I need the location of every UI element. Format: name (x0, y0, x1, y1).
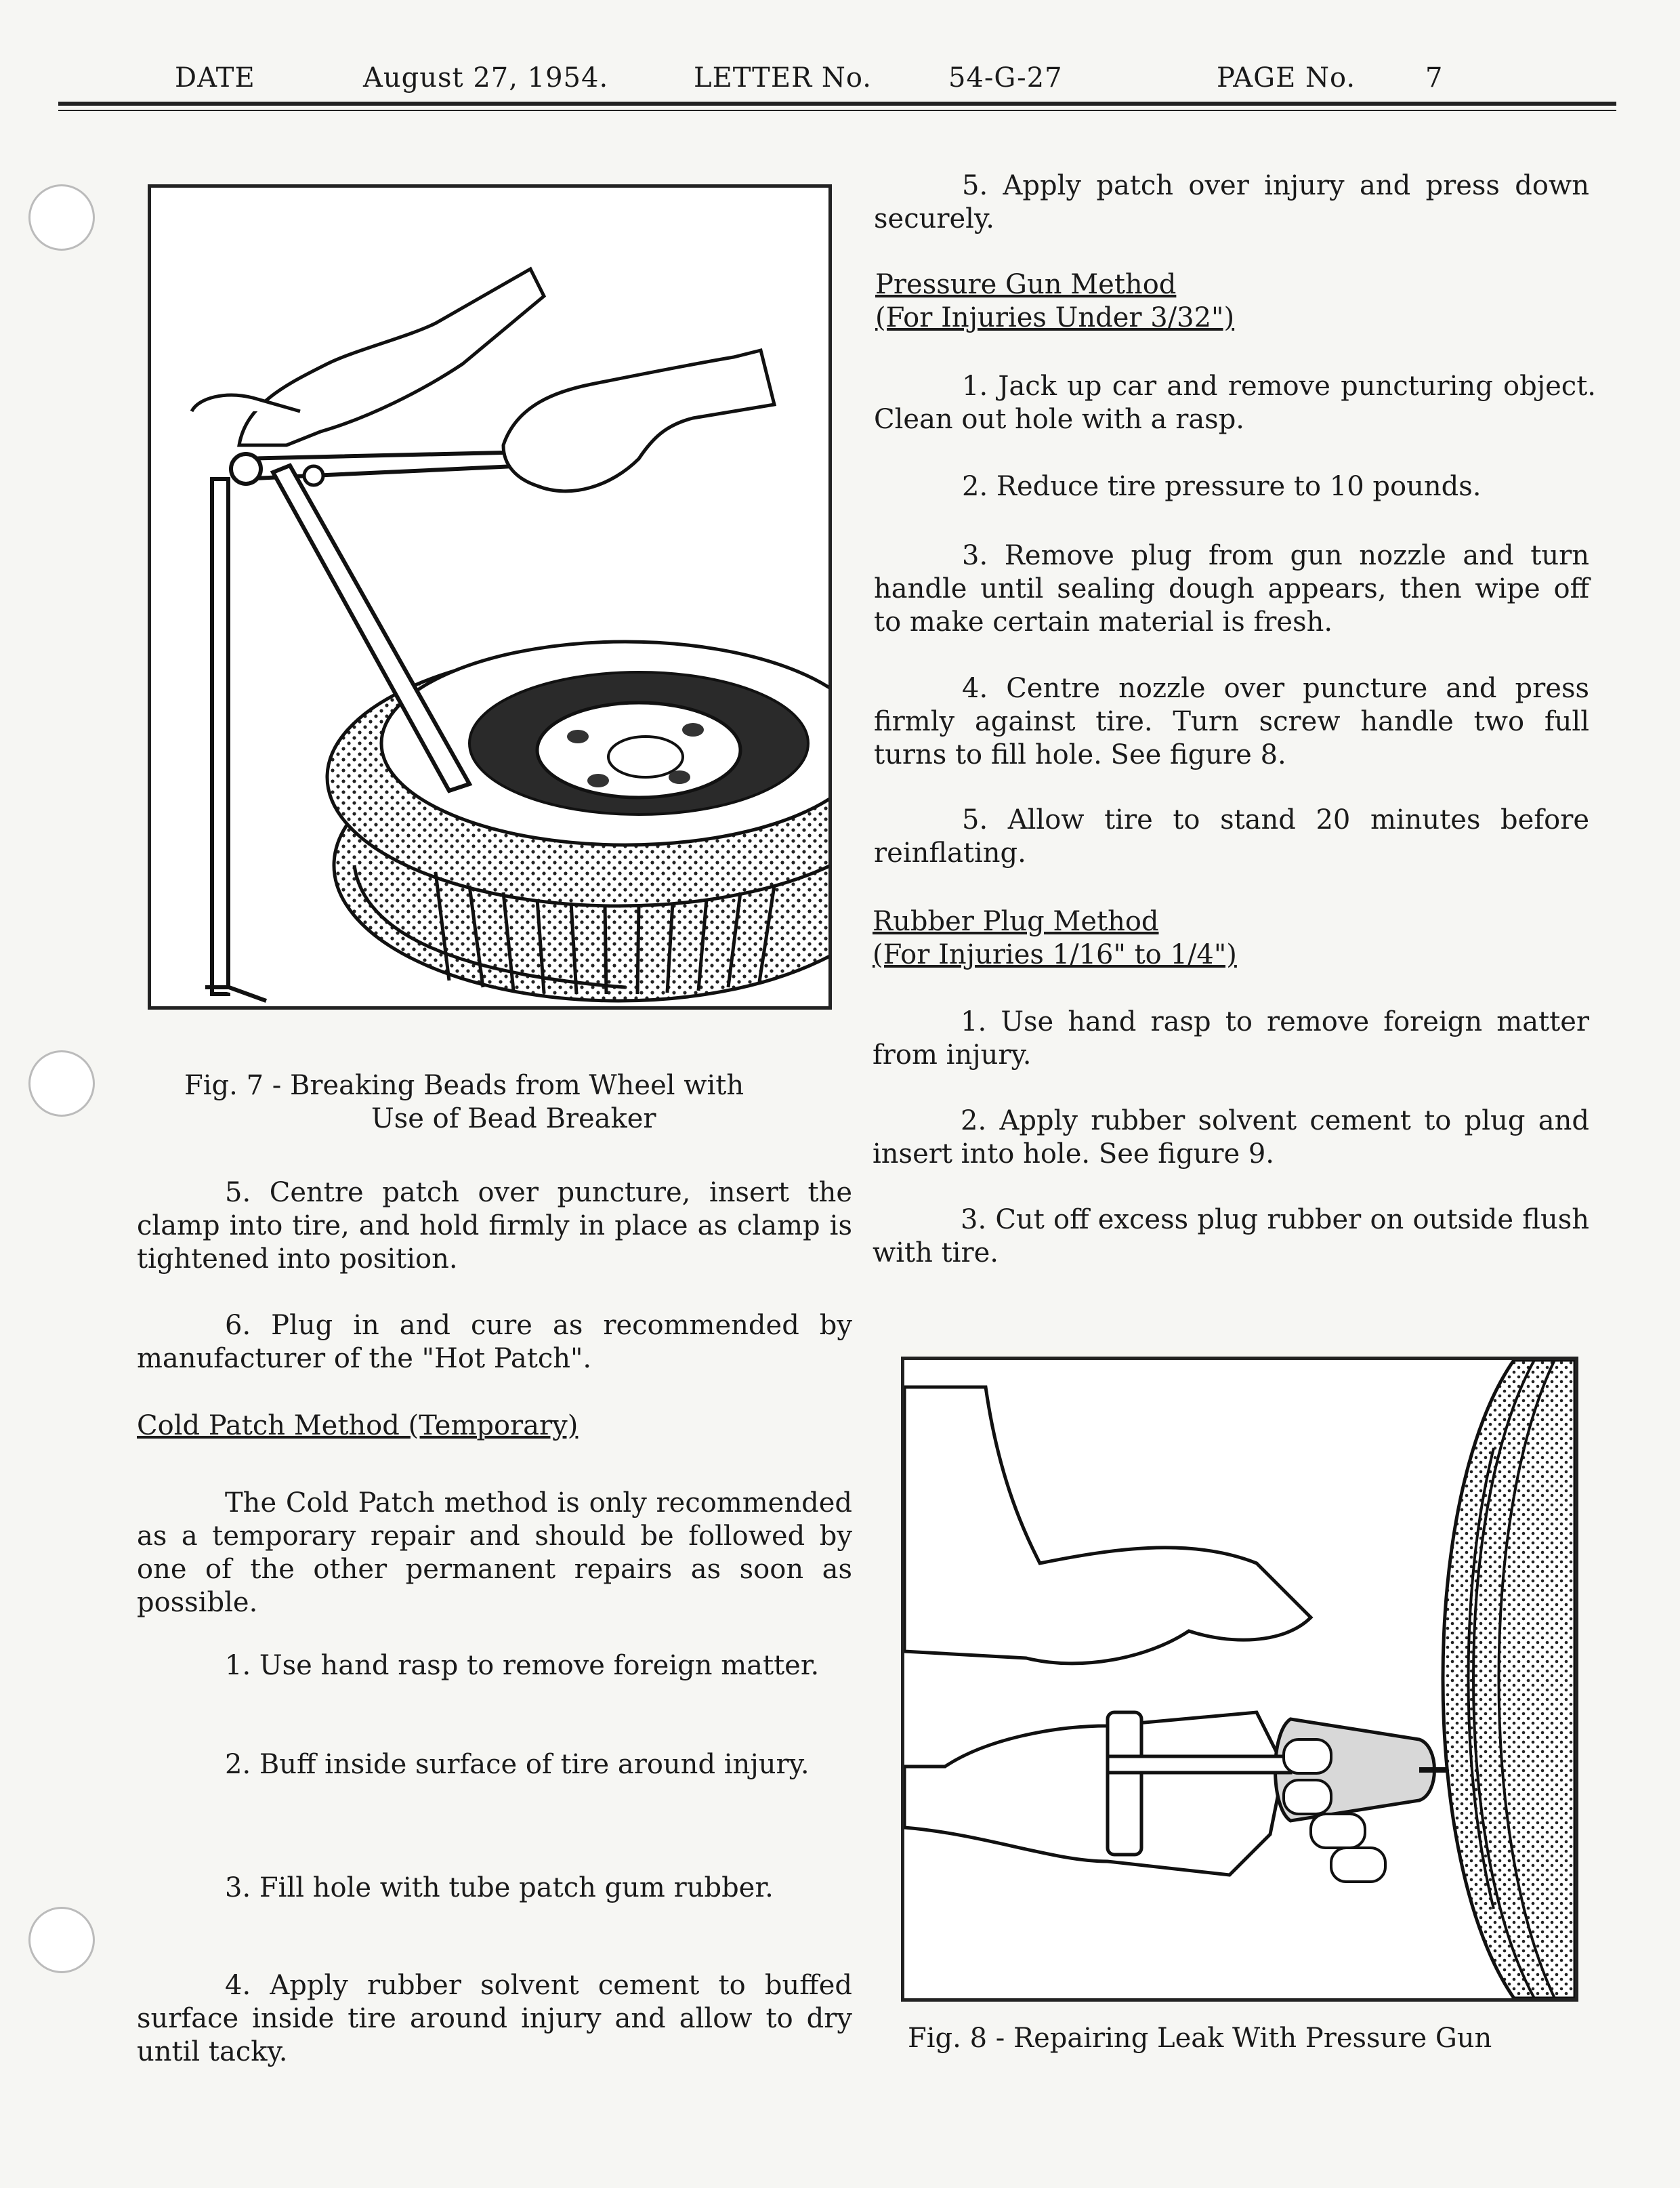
pressure-gun-heading-line1: Pressure Gun Method (875, 269, 1177, 300)
figure-7-bead-breaker (148, 184, 832, 1010)
figure-7-caption-line1: Fig. 7 - Breaking Beads from Wheel with (184, 1070, 744, 1101)
rubber-plug-step-3: 3. Cut off excess plug rubber on outside flush with tire. (873, 1204, 1589, 1268)
pressure-gun-heading-line2: (For Injuries Under 3/32") (875, 302, 1235, 333)
cold-patch-heading: Cold Patch Method (Temporary) (137, 1410, 579, 1441)
cold-patch-step-5: 5. Apply patch over injury and press down securely. (874, 170, 1589, 234)
pressure-gun-illustration (904, 1360, 1575, 1998)
cold-patch-step-1: 1. Use hand rasp to remove foreign matter. (225, 1650, 820, 1681)
punch-hole-top (28, 184, 95, 251)
hot-patch-step-6: 6. Plug in and cure as recommended by manufacturer of the "Hot Patch". (137, 1310, 852, 1374)
punch-hole-middle (28, 1050, 95, 1117)
figure-8-caption: Fig. 8 - Repairing Leak With Pressure Gun (908, 2023, 1492, 2054)
cold-patch-step-2: 2. Buff inside surface of tire around injury. (225, 1749, 810, 1780)
rubber-plug-heading-line2: (For Injuries 1/16" to 1/4") (873, 939, 1237, 970)
figure-8-pressure-gun (901, 1357, 1578, 2002)
bead-breaker-illustration (151, 188, 828, 1006)
cold-patch-step-4: 4. Apply rubber solvent cement to buffed surface inside tire around injury and allow to dry until tacky. (137, 1970, 852, 2067)
cold-patch-step-3: 3. Fill hole with tube patch gum rubber. (225, 1872, 774, 1903)
cold-patch-intro: The Cold Patch method is only recommended as a temporary repair and should be followed by one of the other permanent repairs as soon as possible. (137, 1487, 852, 1618)
header-page-label: PAGE No. (1217, 62, 1356, 94)
header-rule-thick (58, 102, 1616, 106)
header-date: August 27, 1954. (363, 62, 609, 94)
figure-7-caption-line2: Use of Bead Breaker (371, 1103, 656, 1134)
header-date-label: DATE (175, 62, 255, 94)
header-letter-label: LETTER No. (694, 62, 872, 94)
pressure-gun-step-1: 1. Jack up car and remove puncturing object. Clean out hole with a rasp. (874, 371, 1596, 435)
header-rule-thin (58, 110, 1616, 111)
rubber-plug-heading-line1: Rubber Plug Method (873, 906, 1159, 937)
pressure-gun-step-5: 5. Allow tire to stand 20 minutes before reinflating. (874, 804, 1589, 869)
punch-hole-bottom (28, 1907, 95, 1973)
pressure-gun-step-4: 4. Centre nozzle over puncture and press firmly against tire. Turn screw handle two full turns to fill hole. See figure 8. (874, 673, 1589, 770)
rubber-plug-step-1: 1. Use hand rasp to remove foreign matter from injury. (873, 1006, 1589, 1071)
pressure-gun-step-2: 2. Reduce tire pressure to 10 pounds. (962, 471, 1482, 502)
pressure-gun-step-3: 3. Remove plug from gun nozzle and turn handle until sealing dough appears, then wipe off to make certain material is fresh. (874, 540, 1589, 638)
hot-patch-step-5: 5. Centre patch over puncture, insert the clamp into tire, and hold firmly in place as clamp is tightened into position. (137, 1177, 852, 1275)
header-letter-no: 54-G-27 (948, 62, 1063, 94)
header-page-no: 7 (1425, 62, 1444, 94)
rubber-plug-step-2: 2. Apply rubber solvent cement to plug and insert into hole. See figure 9. (873, 1105, 1589, 1170)
